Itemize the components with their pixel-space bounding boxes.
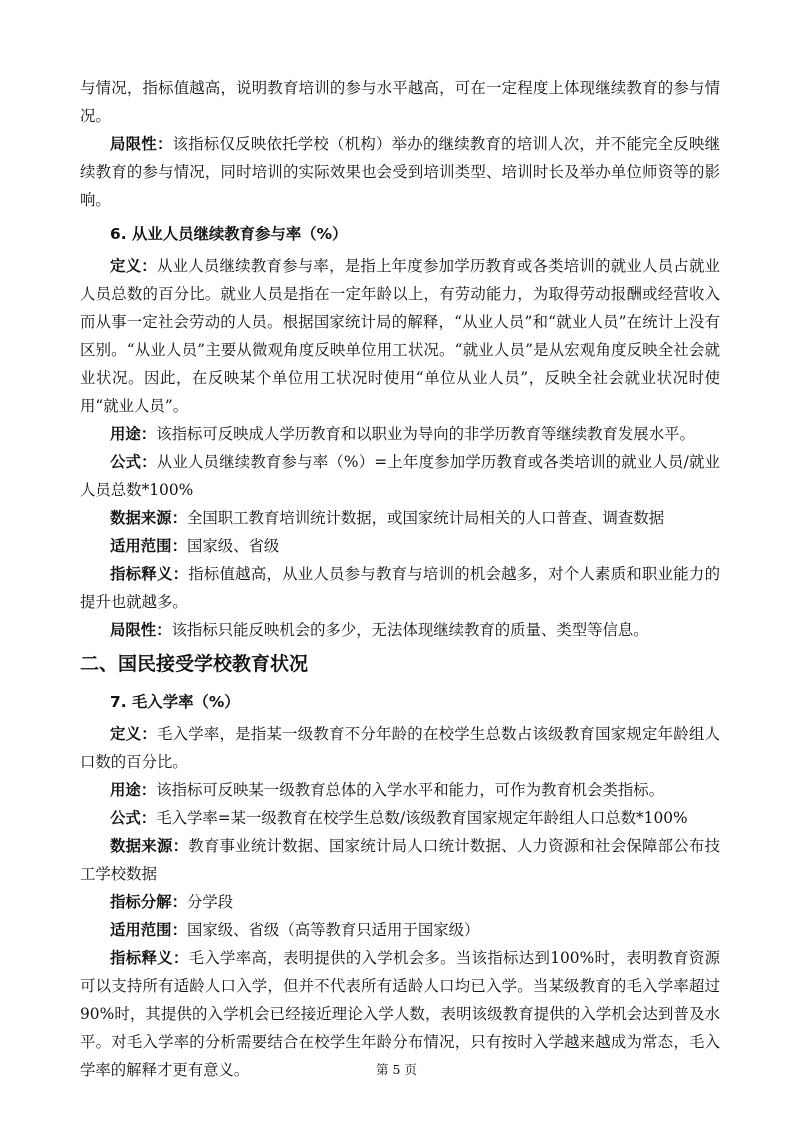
definition-label: 定义： (110, 257, 157, 275)
data-source-paragraph (80, 832, 720, 888)
interpretation-text: 毛入学率高，表明提供的入学机会多。当该指标达到100%时，表明教育资源可以支持所有适龄人口入学，但并不代表所有适龄人口均已入学。当某级教育的毛入学率超过90%时，其提供的入学机会已经接近理论入学人数，表明该级教育提供的入学机会达到普及水平。对毛入学率的分析需要结合在校学生年龄分布情况，只有按时入学越来越成为常态，毛入学率的解释才更有意义。 (80, 949, 720, 1079)
formula-label: 公式： (110, 809, 157, 827)
definition-label: 定义： (110, 725, 157, 743)
limitation-label: 局限性： (110, 621, 172, 639)
interpretation-label: 指标释义： (110, 949, 189, 967)
scope-paragraph (80, 532, 720, 560)
definition-paragraph (80, 252, 720, 420)
interpretation-paragraph (80, 560, 720, 616)
indicator-7-heading: 7. 毛入学率（%） (110, 693, 240, 711)
data-source-text: 教育事业统计数据、国家统计局人口统计数据、人力资源和社会保障部公布技工学校数据 (80, 837, 720, 883)
definition-text: 从业人员继续教育参与率，是指上年度参加学历教育或各类培训的就业人员占就业人员总数的百分比。就业人员是指在一定年龄以上，有劳动能力，为取得劳动报酬或经营收入而从事一定社会劳动的人员。根据国家统计局的解释，“从业人员”和“就业人员”在统计上没有区别。“从业人员”主要从微观角度反映单位用工状况。“就业人员”是从宏观角度反映全社会就业状况。因此，在反映某个单位用工状况时使用“单位从业人员”，反映全社会就业状况时使用“就业人员”。 (80, 257, 720, 415)
scope-label: 适用范围： (110, 537, 187, 555)
continued-paragraph: 与情况，指标值越高，说明教育培训的参与水平越高，可在一定程度上体现继续教育的参与情况。 (80, 79, 720, 125)
formula-text: 毛入学率=某一级教育在校学生总数/该级教育国家规定年龄组人口总数*100% (156, 809, 688, 827)
limitation-text: 该指标仅反映依托学校（机构）举办的继续教育的培训人次，并不能完全反映继续教育的参与情况，同时培训的实际效果也会受到培训类型、培训时长及举办单位师资等的影响。 (80, 135, 720, 209)
data-source-label: 数据来源： (110, 837, 189, 855)
usage-label: 用途： (110, 781, 157, 799)
formula-paragraph (80, 804, 720, 832)
usage-label: 用途： (110, 425, 157, 443)
section-heading: 二、国民接受学校教育状况 (80, 653, 309, 675)
limitation-label: 局限性： (110, 135, 173, 153)
formula-paragraph (80, 448, 720, 504)
scope-text: 国家级、省级（高等教育只适用于国家级） (186, 921, 480, 939)
limitation-paragraph (80, 130, 720, 214)
interpretation-text: 指标值越高，从业人员参与教育与培训的机会越多，对个人素质和职业能力的提升也就越多。 (80, 565, 720, 611)
usage-text: 该指标可反映某一级教育总体的入学水平和能力，可作为教育机会类指标。 (156, 781, 665, 799)
limitation-paragraph (80, 616, 720, 644)
definition-paragraph (80, 720, 720, 776)
breakdown-label: 指标分解： (110, 893, 187, 911)
limitation-text: 该指标只能反映机会的多少，无法体现继续教育的质量、类型等信息。 (171, 621, 649, 639)
interpretation-label: 指标释义： (110, 565, 189, 583)
data-source-label: 数据来源： (110, 509, 187, 527)
breakdown-paragraph (80, 888, 720, 916)
scope-paragraph (80, 916, 720, 944)
scope-text: 国家级、省级 (186, 537, 280, 555)
data-source-text: 全国职工教育培训统计数据，或国家统计局相关的人口普查、调查数据 (186, 509, 665, 527)
scope-label: 适用范围： (110, 921, 187, 939)
usage-paragraph (80, 420, 720, 448)
usage-paragraph (80, 776, 720, 804)
definition-text: 毛入学率，是指某一级教育不分年龄的在校学生总数占该级教育国家规定年龄组人口数的百分比。 (80, 725, 720, 771)
indicator-6-heading: 6. 从业人员继续教育参与率（%） (110, 225, 348, 243)
formula-label: 公式： (110, 453, 157, 471)
page-number-footer: 第 5 页 (376, 1062, 417, 1077)
breakdown-text: 分学段 (186, 893, 234, 911)
data-source-paragraph (80, 504, 720, 532)
usage-text: 该指标可反映成人学历教育和以职业为导向的非学历教育等继续教育发展水平。 (156, 425, 695, 443)
page-content (80, 74, 720, 1084)
formula-text: 从业人员继续教育参与率（%）=上年度参加学历教育或各类培训的就业人员/就业人员总数*100% (80, 453, 720, 499)
